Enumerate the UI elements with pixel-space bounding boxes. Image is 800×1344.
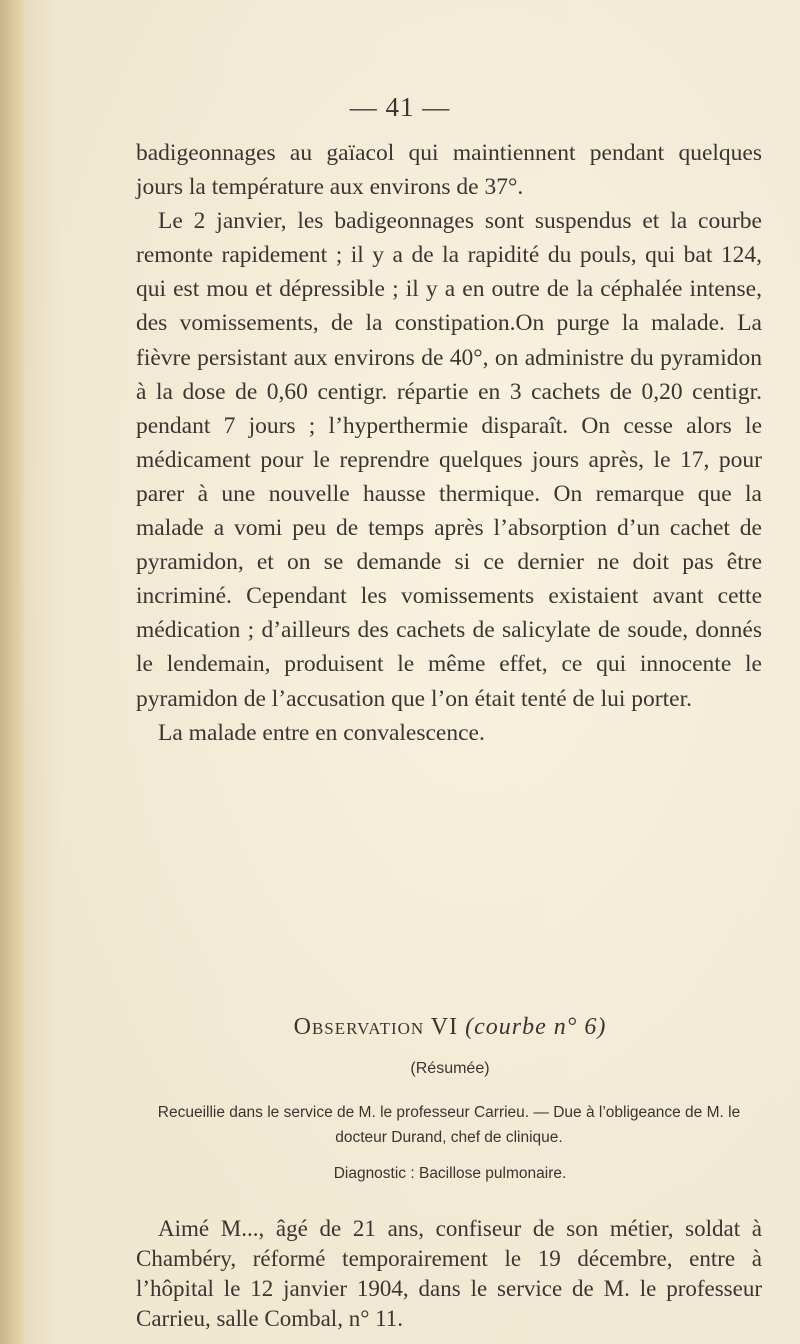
paragraph-january-course: Le 2 janvier, les badigeonnages sont suspendus et la courbe remonte rapidement ; il y a de la rapidité du pouls, qui bat 124, qui est mou et dépressible ; il y a en outre de la céphalée intense, des vomissements, de la constipation.On purge la malade. La fièvre persistant aux environs de 40°, on administre du pyramidon à la dose de 0,60 centigr. répartie en 3 cachets de 0,20 centigr. pendant 7 jours ; l’hyperthermie disparaît. On cesse alors le médicament pour le reprendre quelques jours après, le 17, pour parer à une nouvelle hausse thermique. On remarque que la malade a vomi peu de temps après l’absorption d’un cachet de pyramidon, et on se demande si ce dernier ne doit pas être incriminé. Cependant les vomissements existaient avant cette médication ; d’ailleurs des cachets de salicylate de soude, donnés le lendemain, produisent le même effet, ce qui innocente le pyramidon de l’accusation que l’on était tenté de lui porter.	[136, 208, 762, 712]
observation-diagnosis: Diagnostic : Bacillose pulmonaire.	[333, 1165, 567, 1182]
body-text	[136, 136, 762, 750]
page-spine-shadow	[0, 0, 26, 1344]
paragraph-convalescence: La malade entre en convalescence.	[158, 719, 485, 746]
observation-title: Observation VI	[293, 1014, 459, 1040]
paragraph-case-intro: Aimé M..., âgé de 21 ans, confiseur de son métier, soldat à Chambéry, réformé temporairement le 19 décembre, entre à l’hôpital le 12 janvier 1904, dans le service de M. le professeur Carrieu, salle Combal, n° 11.	[136, 1216, 762, 1331]
observation-heading	[0, 1014, 800, 1041]
observation-summary-label: (Résumée)	[410, 1060, 490, 1077]
observation-curve-ref: (courbe n° 6)	[465, 1014, 607, 1040]
paragraph-continuation: badigeonnages au gaïacol qui maintiennent pendant quelques jours la température aux environs de 37°.	[136, 140, 762, 201]
observation-source-note: Recueillie dans le service de M. le professeur Carrieu. — Due à l’obligeance de M. le docteur Durand, chef de clinique.	[157, 1104, 741, 1146]
case-description	[136, 1214, 762, 1334]
page-number: — 41 —	[349, 92, 451, 122]
